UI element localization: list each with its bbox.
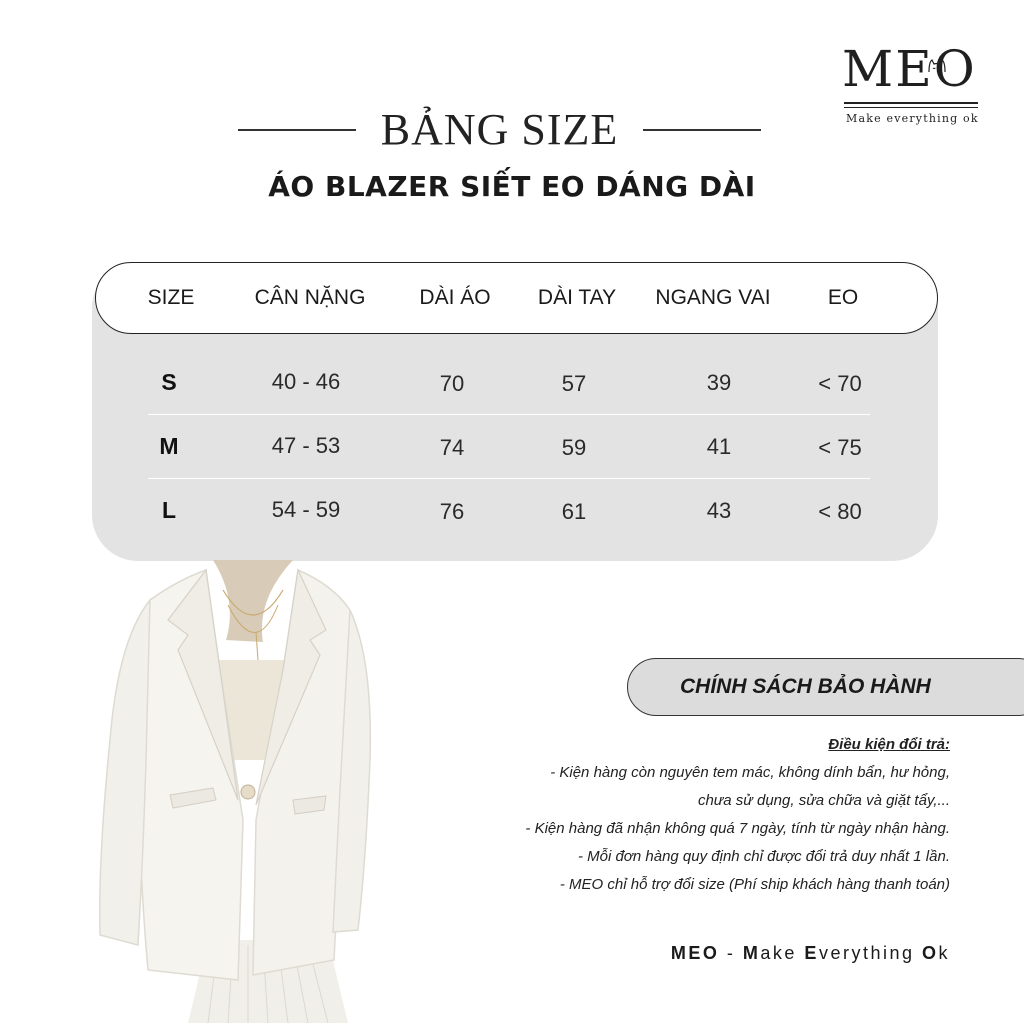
policy-title: CHÍNH SÁCH BẢO HÀNH — [680, 675, 931, 698]
policy-line: - Mỗi đơn hàng quy định chỉ được đổi trả duy nhất 1 lần. — [577, 848, 950, 865]
header-waist: EO — [827, 286, 859, 309]
table-cell-shoulder: 41 — [706, 434, 732, 459]
logo-tagline: Make everything ok — [846, 112, 979, 125]
policy-line: - Kiện hàng còn nguyên tem mác, không dính bẩn, hư hỏng, — [550, 764, 950, 781]
policy-line: - Kiện hàng đã nhận không quá 7 ngày, tính từ ngày nhận hàng. — [525, 820, 950, 837]
cat-face-icon — [926, 58, 948, 74]
product-subtitle: ÁO BLAZER SIẾT EO DÁNG DÀI — [268, 170, 756, 203]
footer-brand: MEO — [670, 943, 720, 963]
policy-heading: Điều kiện đổi trả: — [828, 736, 950, 753]
table-cell-waist: < 80 — [818, 499, 862, 524]
footer-letter: O — [921, 943, 939, 963]
table-cell-size: M — [159, 433, 179, 459]
table-cell-waist: < 70 — [818, 371, 862, 396]
table-cell-length: 70 — [439, 371, 465, 396]
row-divider — [148, 478, 870, 479]
table-cell-weight: 54 - 59 — [271, 497, 341, 522]
table-cell-sleeve: 57 — [561, 371, 587, 396]
header-sleeve: DÀI TAY — [537, 286, 617, 309]
footer-dash: - — [726, 943, 736, 963]
footer-word: verything — [818, 943, 922, 963]
table-cell-size: L — [161, 497, 177, 523]
footer-word: k — [938, 943, 950, 963]
footer-word: ake — [760, 943, 805, 963]
title-rule-left — [238, 129, 356, 131]
table-cell-size: S — [161, 369, 177, 395]
header-length: DÀI ÁO — [419, 286, 491, 309]
table-cell-waist: < 75 — [818, 435, 862, 460]
header-shoulder: NGANG VAI — [655, 286, 771, 309]
table-cell-length: 74 — [439, 435, 465, 460]
table-cell-weight: 40 - 46 — [271, 369, 341, 394]
footer-brand-line — [671, 943, 950, 964]
title-rule-right — [643, 129, 761, 131]
footer-letter: M — [742, 943, 761, 963]
page-title: BẢNG SIZE — [380, 105, 619, 154]
blazer-product-image — [88, 560, 388, 1023]
policy-line: chưa sử dụng, sửa chữa và giặt tẩy,... — [697, 792, 950, 809]
table-cell-shoulder: 39 — [706, 370, 732, 395]
row-divider — [148, 414, 870, 415]
title-row — [0, 104, 1024, 154]
table-cell-sleeve: 61 — [561, 499, 587, 524]
table-cell-shoulder: 43 — [706, 498, 732, 523]
table-cell-sleeve: 59 — [561, 435, 587, 460]
header-weight: CÂN NẶNG — [254, 286, 366, 309]
size-table-header — [95, 262, 938, 334]
table-cell-weight: 47 - 53 — [271, 433, 341, 458]
policy-line: - MEO chỉ hỗ trợ đổi size (Phí ship khách hàng thanh toán) — [559, 876, 950, 893]
logo-wordmark: MEO — [842, 40, 977, 98]
footer-letter: E — [804, 943, 819, 963]
table-cell-length: 76 — [439, 499, 465, 524]
header-size: SIZE — [147, 286, 195, 309]
